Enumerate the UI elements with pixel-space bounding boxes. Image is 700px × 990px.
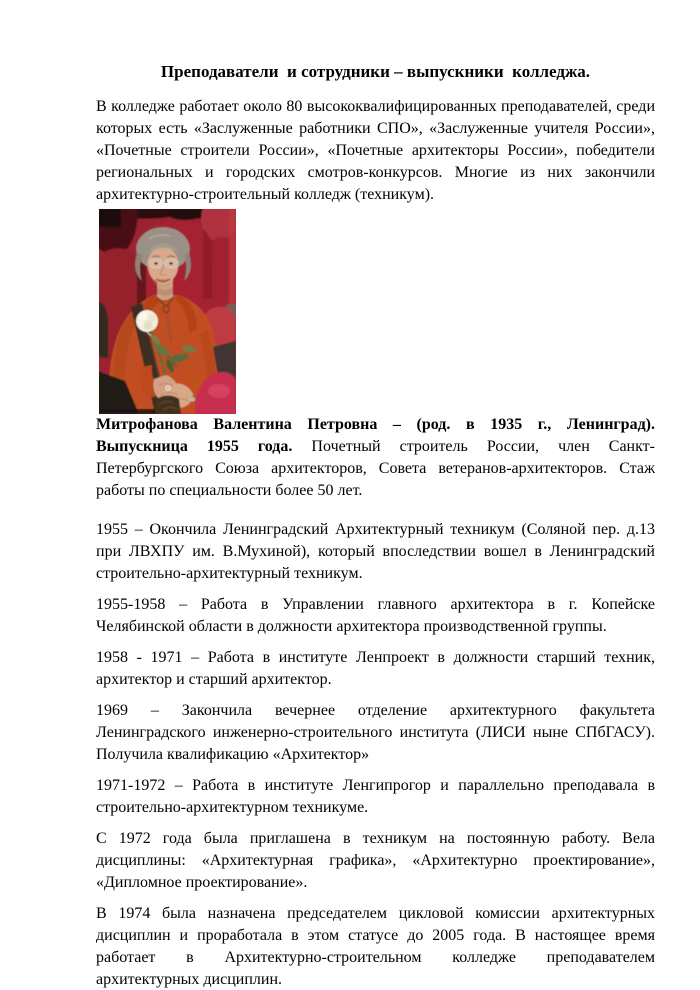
bio-text: Почетный строитель России, член Санкт-Петербургского Союза архитекторов, Совета ветеранов-архитекторов. Стаж работы по специальности более 50 лет.	[96, 438, 655, 499]
timeline-entry-1971-1972: 1971-1972 – Работа в институте Ленгипрогор и параллельно преподавала в строительно-архитектурном техникуме.	[96, 777, 655, 816]
timeline-entry-1955: 1955 – Окончила Ленинградский Архитектурный техникум (Соляной пер. д.13 при ЛВХПУ им. В.Мухиной), который впоследствии вошел в Ленинградский строительно-архитектурный техникум.	[96, 521, 655, 582]
timeline-entry-1955-1958: 1955-1958 – Работа в Управлении главного архитектора в г. Копейске Челябинской области в должности архитектора производственной группы.	[96, 596, 655, 635]
intro-paragraph: В колледже работает около 80 высококвалифицированных преподавателей, среди которых есть «Заслуженные работники СПО», «Заслуженные учителя России», «Почетные строители России», «Почетные архитекторы России», победители региональных и городских смотров-конкурсов. Многие из них закончили архитектурно-строительный колледж (техникум).	[96, 98, 655, 203]
bio-paragraph	[96, 414, 655, 502]
portrait-photo	[99, 209, 236, 414]
portrait-photo-illustration	[99, 209, 236, 414]
timeline-entry-1969: 1969 – Закончила вечернее отделение архитектурного факультета Ленинградского инженерно-строительного института (ЛИСИ ныне СПбГАСУ). Получила квалификацию «Архитектор»	[96, 702, 655, 763]
timeline-entry-1972: С 1972 года была приглашена в техникум на постоянную работу. Вела дисциплины: «Архитектурная графика», «Архитектурно проектирование», «Дипломное проектирование».	[96, 830, 655, 891]
page-title: Преподаватели и сотрудники – выпускники колледжа.	[160, 62, 591, 81]
timeline-entry-1958-1971: 1958 - 1971 – Работа в институте Ленпроект в должности старший техник, архитектор и старший архитектор.	[96, 649, 655, 688]
bio-name-bold: Митрофанова Валентина Петровна – (род. в 1935 г., Ленинград). Выпускница 1955 года.	[96, 416, 655, 455]
timeline-entry-1974: В 1974 была назначена председателем цикловой комиссии архитектурных дисциплин и проработала в этом статусе до 2005 года. В настоящее время работает в Архитектурно-строительном колледже преподавателем архитектурных дисциплин.	[96, 905, 655, 988]
